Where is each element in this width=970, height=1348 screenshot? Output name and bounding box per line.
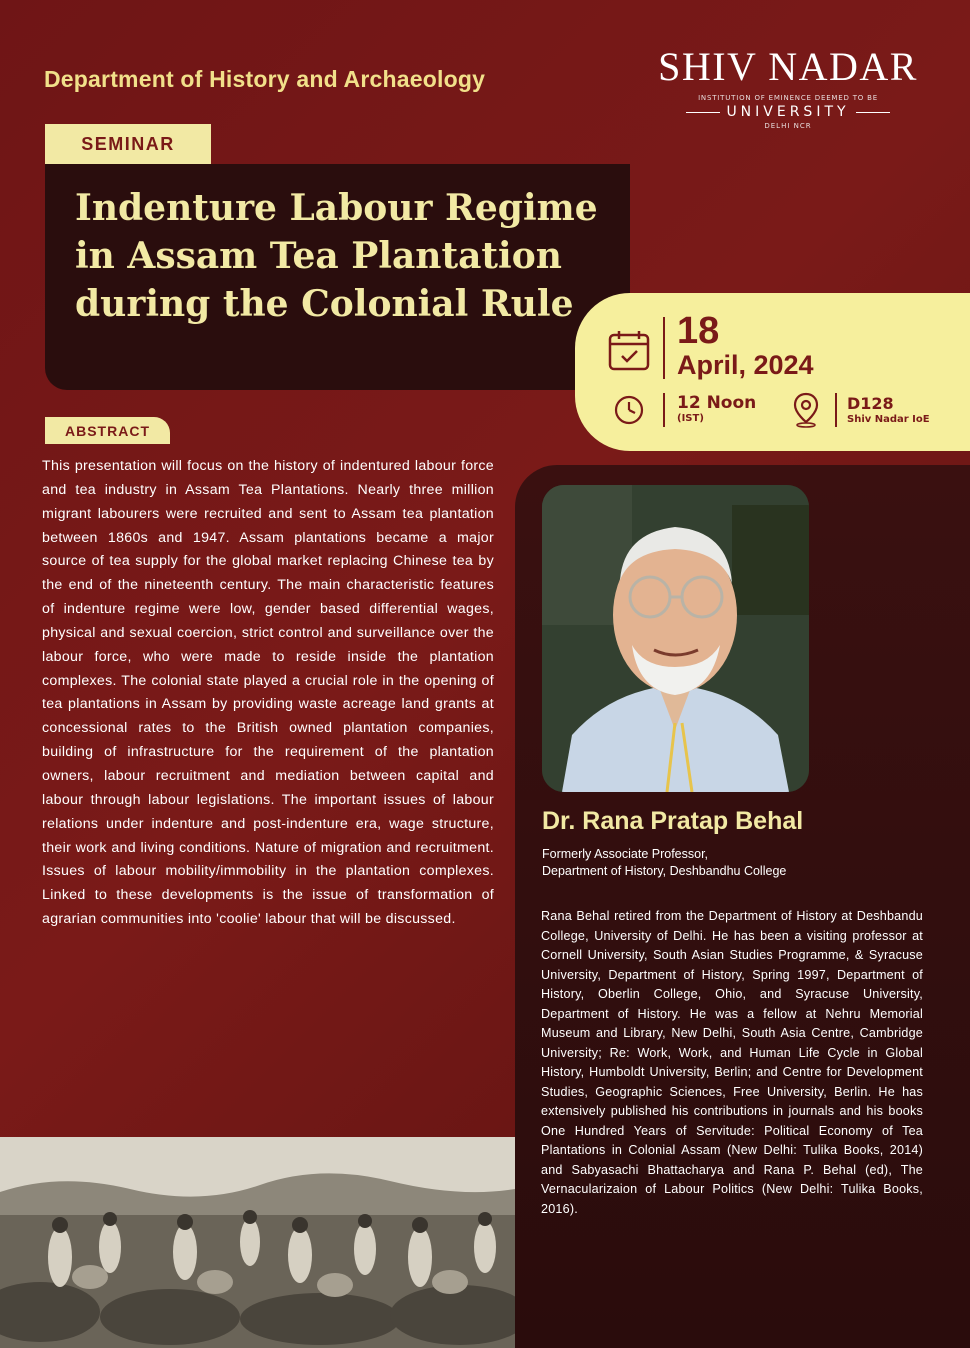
event-month-year: April, 2024 [677, 350, 814, 380]
logo-divider-left [686, 112, 720, 113]
divider-line [663, 393, 665, 427]
event-timezone: (IST) [677, 413, 704, 424]
date-time-venue-panel [575, 293, 970, 451]
abstract-label: ABSTRACT [45, 417, 170, 444]
speaker-portrait-illustration [542, 485, 809, 792]
seminar-label: SEMINAR [45, 124, 211, 164]
department-name: Department of History and Archaeology [44, 66, 486, 92]
abstract-text: This presentation will focus on the history of indentured labour force and tea industry in Assam Tea Plantations. Nearly three million migrant labourers were recruited and sent to Assam tea plantation between 1860s and 1947. Assam plantations became a major source of tea supply for the global market replacing Chinese tea by the end of the nineteenth century. The main characteristic features of indenture regime were low, gender based differential wages, physical and sexual coercion, strict control and surveillance over the labour force, who were made to reside inside the plantation complexes. The colonial state played a crucial role in the opening of tea plantations in Assam by providing waste acreage land grants at concessional rates to the British owned plantation companies, building of infrastructure for the requirement of the plantation owners, labour recruitment and mediation between capital and labour through labour legislations. The important issues of labour relations under indenture and post-indenture era, wage structure, their work and living conditions. Nature of migration and recruitment. Issues of labour mobility/immobility in the plantation complexes. Linked to these developments is the issue of transformation of agrarian communities into 'coolie' labour that will be discussed. [42, 458, 494, 928]
speaker-name: Dr. Rana Pratap Behal [542, 807, 804, 835]
tea-plantation-illustration [0, 1137, 515, 1348]
divider-line [835, 393, 837, 427]
speaker-panel [515, 465, 970, 1348]
speaker-role-title: Formerly Associate Professor, [542, 847, 709, 861]
location-pin-icon [791, 392, 821, 428]
logo-tagline: INSTITUTION OF EMINENCE DEEMED TO BE [698, 94, 878, 102]
logo-wordmark: SHIV NADAR [658, 44, 918, 89]
logo-location: DELHI NCR [764, 122, 812, 130]
venue-room: D128 [847, 394, 894, 413]
calendar-icon [607, 329, 651, 373]
speaker-bio: Rana Behal retired from the Department of History at Deshbandu College, University of Delhi. He has been a visiting professor at Cornell University, South Asian Studies Programme, & Syracuse University, Department of History, Spring 1997, Department of History, Oberlin College, Ohio, and Syracuse University, Department of History. He was a fellow at Nehru Memorial Museum and Library, New Delhi, South Asia Centre, Cambridge University; Re: Work, Work, and Human Life Cycle in Global History, Humboldt University, Berlin; and Centre for Development Studies, Geographic Sciences, Free University, Berlin. He has extensively published his contributions in journals and his books One Hundred Years of Servitude: Political Economy of Tea Plantations in Colonial Assam (New Delhi: Tulika Books, 2014) and Sabyasachi Bhattacharya and Rana P. Behal (ed), The Vernacularizaion of Labour Politics (New Delhi: Tulika Books, 2016). [541, 909, 923, 1216]
venue-name: Shiv Nadar IoE [847, 414, 930, 425]
speaker-role-department: Department of History, Deshbandhu College [542, 864, 787, 878]
logo-divider-right [856, 112, 890, 113]
speaker-role [542, 846, 786, 880]
speaker-photo [542, 485, 809, 792]
divider-line [663, 317, 665, 379]
clock-icon [613, 394, 645, 426]
university-logo [648, 46, 928, 130]
tea-plantation-photo [0, 1137, 515, 1348]
title-panel [45, 164, 630, 390]
logo-university-line [648, 104, 928, 120]
event-time: 12 Noon [677, 393, 757, 413]
event-day: 18 [677, 310, 720, 352]
logo-university: UNIVERSITY [726, 104, 850, 120]
event-title: Indenture Labour Regime in Assam Tea Plantation during the Colonial Rule [75, 187, 598, 325]
